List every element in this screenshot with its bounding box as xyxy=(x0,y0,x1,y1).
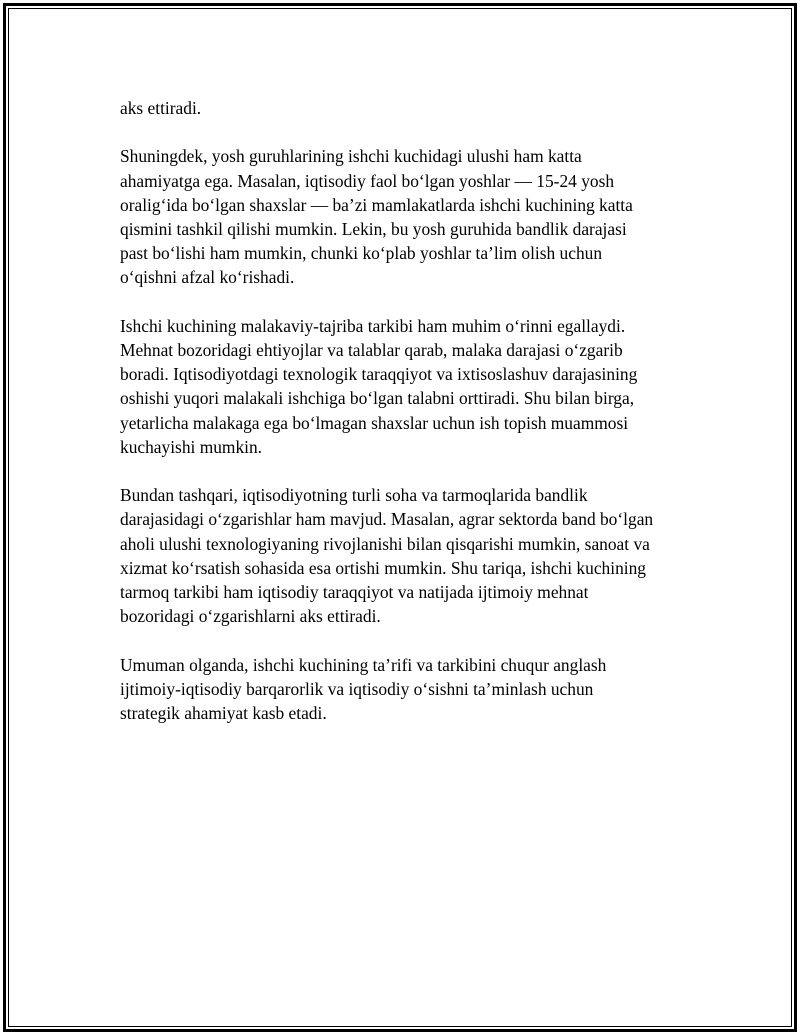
document-body xyxy=(120,96,700,749)
paragraph-qualification-structure: Ishchi kuchining malakaviy-tajriba tarkibi ham muhim o‘rinni egallaydi. Mehnat bozoridagi ehtiyojlar va talablar qarab, malaka darajasi o‘zgarib boradi. Iqtisodiyotdagi texnologik taraqqiyot va ixtisoslashuv darajasining oshishi yuqori malakali ishchiga bo‘lgan talabni orttiradi. Shu bilan birga, yetarlicha malakaga ega bo‘lmagan shaxslar uchun ish topish muammosi kuchayishi mumkin. xyxy=(120,315,638,457)
paragraph-youth-groups: Shuningdek, yosh guruhlarining ishchi kuchidagi ulushi ham katta ahamiyatga ega. Masalan, iqtisodiy faol bo‘lgan yoshlar — 15-24 yosh oralig‘ida bo‘lgan shaxslar — ba’zi mamlakatlarda ishchi kuchining katta qismini tashkil qilishi mumkin. Lekin, bu yosh guruhida bandlik darajasi past bo‘lishi ham mumkin, chunki ko‘plab yoshlar ta’lim olish uchun o‘qishni afzal ko‘rishadi. xyxy=(120,146,633,288)
paragraph-continuation: aks ettiradi. xyxy=(120,98,202,118)
paragraph-sector-changes: Bundan tashqari, iqtisodiyotning turli soha va tarmoqlarida bandlik darajasidagi o‘zgarishlar ham mavjud. Masalan, agrar sektorda band bo‘lgan aholi ulushi texnologiyaning rivojlanishi bilan qisqarishi mumkin, sanoat va xizmat ko‘rsatish sohasida esa ortishi mumkin. Shu tariqa, ishchi kuchining tarmoq tarkibi ham iqtisodiy taraqqiyot va natijada ijtimoiy mehnat bozoridagi o‘zgarishlarni aks ettiradi. xyxy=(120,485,654,627)
paragraph-conclusion: Umuman olganda, ishchi kuchining ta’rifi va tarkibini chuqur anglash ijtimoiy-iqtisodiy barqarorlik va iqtisodiy o‘sishni ta’minlash uchun strategik ahamiyat kasb etadi. xyxy=(120,654,607,724)
page-border xyxy=(3,3,797,1032)
